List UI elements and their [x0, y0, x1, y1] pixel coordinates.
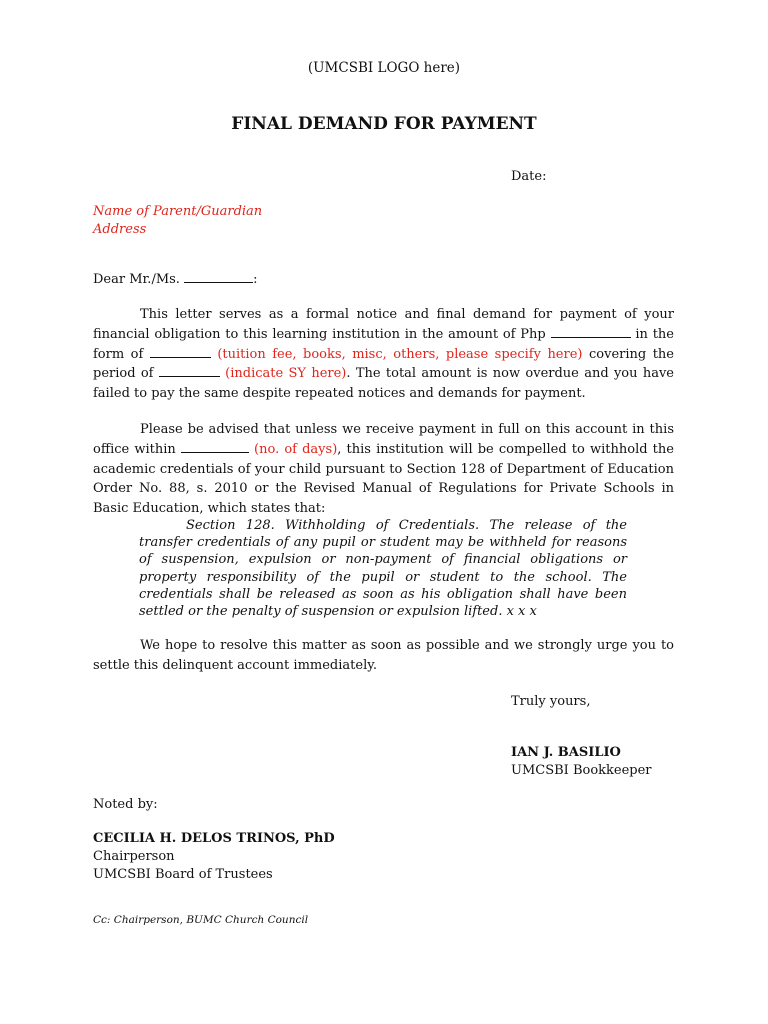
noted-name: CECILIA H. DELOS TRINOS, PhD	[93, 831, 335, 846]
p1-text-3: covering the period of	[93, 346, 674, 382]
salutation-suffix: :	[253, 272, 258, 287]
recipient-address: Address	[93, 222, 147, 237]
logo-placeholder: (UMCSBI LOGO here)	[307, 60, 461, 76]
signatory-block	[511, 744, 652, 780]
period-blank	[159, 364, 220, 377]
signatory-name: IAN J. BASILIO	[511, 745, 621, 760]
p2-hint: (no. of days)	[254, 441, 338, 457]
p2-text-2: , this institution will be compelled to withhold the academic credentials of your child pursuant to Section 128 of Department of Education Order No. 88, s. 2010 or the Revised Manual of Regulations for Private Schools in Basic Education, which states that:	[93, 441, 674, 517]
paragraph-1	[93, 305, 674, 404]
salutation-blank	[184, 270, 253, 283]
days-blank	[181, 440, 249, 453]
p2-text-1: Please be advised that unless we receive payment in full on this account in this office within	[93, 422, 674, 457]
p1-text-2: in the form of	[93, 326, 675, 362]
cc-line: Cc: Chairperson, BUMC Church Council	[93, 914, 309, 926]
noted-label: Noted by:	[93, 797, 158, 812]
form-blank	[150, 345, 211, 358]
noted-title-2: UMCSBI Board of Trustees	[93, 867, 273, 882]
date-label: Date:	[511, 169, 547, 184]
recipient-name: Name of Parent/Guardian	[93, 204, 263, 219]
section-128-quote: Section 128. Withholding of Credentials. The release of the transfer credentials of any pupil or student may be withheld for reasons of suspension, expulsion or non-payment of financial obligations or property responsibility of the pupil or student to the school. The credentials shall be released as soon as his obligation shall have been settled or the penalty of suspension or expulsion lifted. x x x	[139, 518, 627, 620]
paragraph-2	[93, 420, 674, 519]
letter-title: FINAL DEMAND FOR PAYMENT	[231, 114, 537, 134]
amount-blank	[551, 325, 631, 338]
noted-title-1: Chairperson	[93, 849, 175, 864]
complimentary-close: Truly yours,	[511, 694, 591, 709]
p1-hint-2: (indicate SY here)	[225, 366, 347, 382]
noted-block	[93, 830, 335, 884]
salutation-prefix: Dear Mr./Ms.	[93, 272, 180, 287]
signatory-title: UMCSBI Bookkeeper	[511, 763, 652, 778]
p1-hint-1: (tuition fee, books, misc, others, please specify here)	[217, 346, 583, 362]
recipient-block	[93, 203, 262, 239]
p1-text-4: . The total amount is now overdue and you have failed to pay the same despite repeated notices and demands for payment.	[93, 366, 674, 402]
p1-text-1: This letter serves as a formal notice and final demand for payment of your financial obligation to this learning institution in the amount of Php	[93, 307, 674, 342]
paragraph-3: We hope to resolve this matter as soon as possible and we strongly urge you to settle this delinquent account immediately.	[93, 638, 674, 673]
salutation	[93, 270, 674, 290]
